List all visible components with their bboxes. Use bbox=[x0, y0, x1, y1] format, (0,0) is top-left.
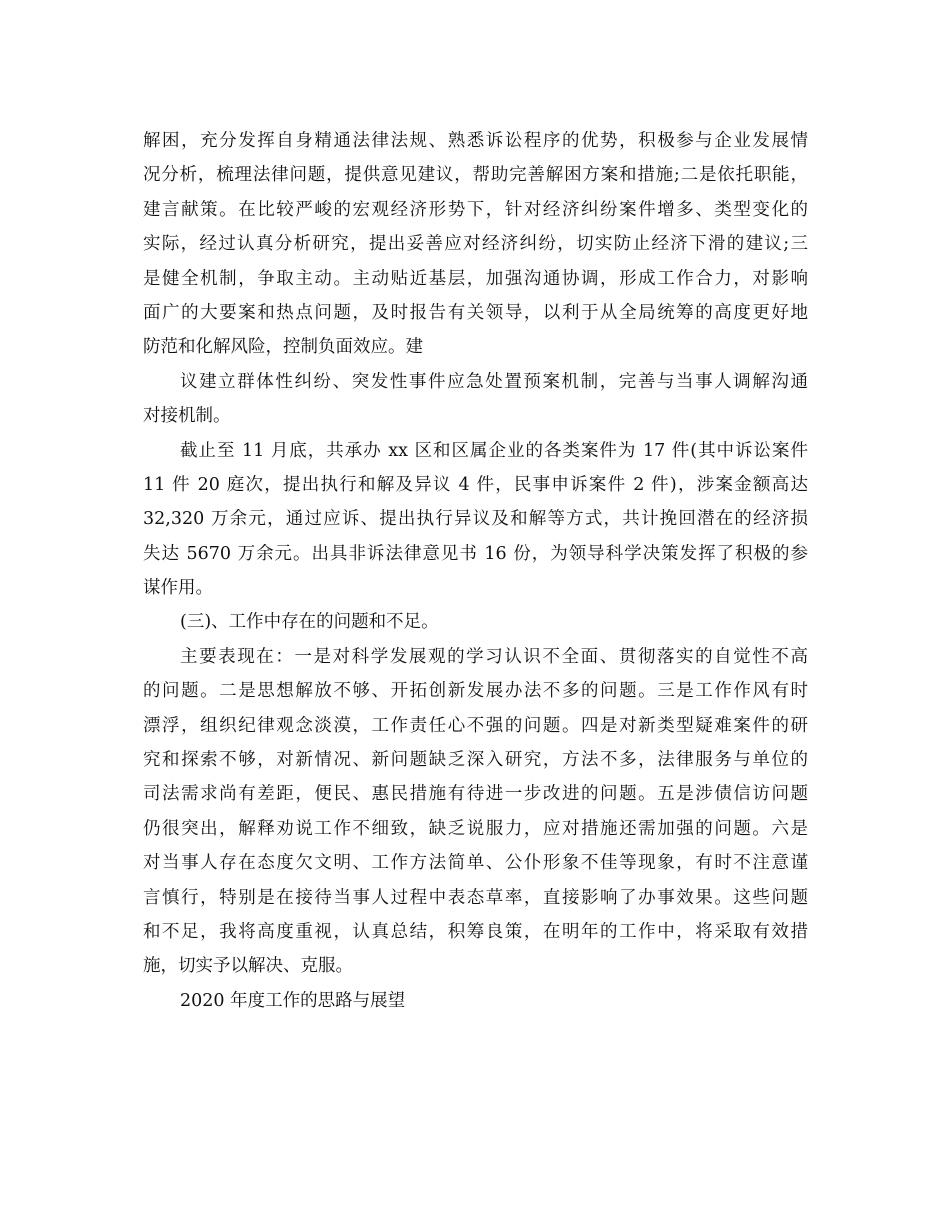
text-line: 32,320 万余元，通过应诉、提出执行异议及和解等方式，共计挽回潜在的经济损 bbox=[143, 509, 808, 530]
text-line: 司法需求尚有差距，便民、惠民措施有待进一步改进的问题。五是涉债信访问题 bbox=[143, 784, 808, 805]
text-line: 截止至 11 月底，共承办 xx 区和区属企业的各类案件为 17 件(其中诉讼案件 bbox=[180, 440, 808, 461]
text-line: 究和探索不够，对新情况、新问题缺乏深入研究，方法不多，法律服务与单位的 bbox=[143, 750, 808, 771]
text-line: 2020 年度工作的思路与展望 bbox=[180, 990, 406, 1011]
text-line: 11 件 20 庭次，提出执行和解及异议 4 件，民事申诉案件 2 件)，涉案金额高达 bbox=[143, 474, 808, 495]
text-line: 况分析，梳理法律问题，提供意见建议，帮助完善解困方案和措施;二是依托职能， bbox=[143, 165, 808, 186]
text-line: 面广的大要案和热点问题，及时报告有关领导，以利于从全局统筹的高度更好地 bbox=[143, 302, 808, 323]
text-line: 言慎行，特别是在接待当事人过程中表态草率，直接影响了办事效果。这些问题 bbox=[143, 887, 808, 908]
body-text bbox=[143, 124, 808, 1018]
text-line: 失达 5670 万余元。出具非诉法律意见书 16 份，为领导科学决策发挥了积极的参 bbox=[143, 543, 808, 564]
text-line: 防范和化解风险，控制负面效应。建 bbox=[143, 337, 423, 358]
text-line: 对当事人存在态度欠文明、工作方法简单、公仆形象不佳等现象，有时不注意谨 bbox=[143, 853, 808, 874]
text-line: 仍很突出，解释劝说工作不细致，缺乏说服力，应对措施还需加强的问题。六是 bbox=[143, 818, 808, 839]
text-line: 施，切实予以解决、克服。 bbox=[143, 956, 353, 977]
text-line: 谋作用。 bbox=[143, 578, 213, 599]
text-line: 议建立群体性纠纷、突发性事件应急处置预案机制，完善与当事人调解沟通 bbox=[180, 371, 808, 392]
text-line: 解困，充分发挥自身精通法律法规、熟悉诉讼程序的优势，积极参与企业发展情 bbox=[143, 131, 808, 151]
text-line: 对接机制。 bbox=[143, 406, 231, 427]
text-line: 建言献策。在比较严峻的宏观经济形势下，针对经济纠纷案件增多、类型变化的 bbox=[143, 199, 808, 220]
text-line: 的问题。二是思想解放不够、开拓创新发展办法不多的问题。三是工作作风有时 bbox=[143, 681, 808, 702]
text-line: 主要表现在：一是对科学发展观的学习认识不全面、贯彻落实的自觉性不高 bbox=[180, 646, 808, 667]
text-line: 漂浮，组织纪律观念淡漠，工作责任心不强的问题。四是对新类型疑难案件的研 bbox=[143, 715, 808, 736]
text-line: (三)、工作中存在的问题和不足。 bbox=[180, 612, 439, 633]
text-line: 实际，经过认真分析研究，提出妥善应对经济纠纷，切实防止经济下滑的建议;三 bbox=[143, 234, 808, 255]
text-line: 是健全机制，争取主动。主动贴近基层，加强沟通协调，形成工作合力，对影响 bbox=[143, 268, 808, 289]
text-line: 和不足，我将高度重视，认真总结，积筹良策，在明年的工作中，将采取有效措 bbox=[143, 921, 808, 942]
